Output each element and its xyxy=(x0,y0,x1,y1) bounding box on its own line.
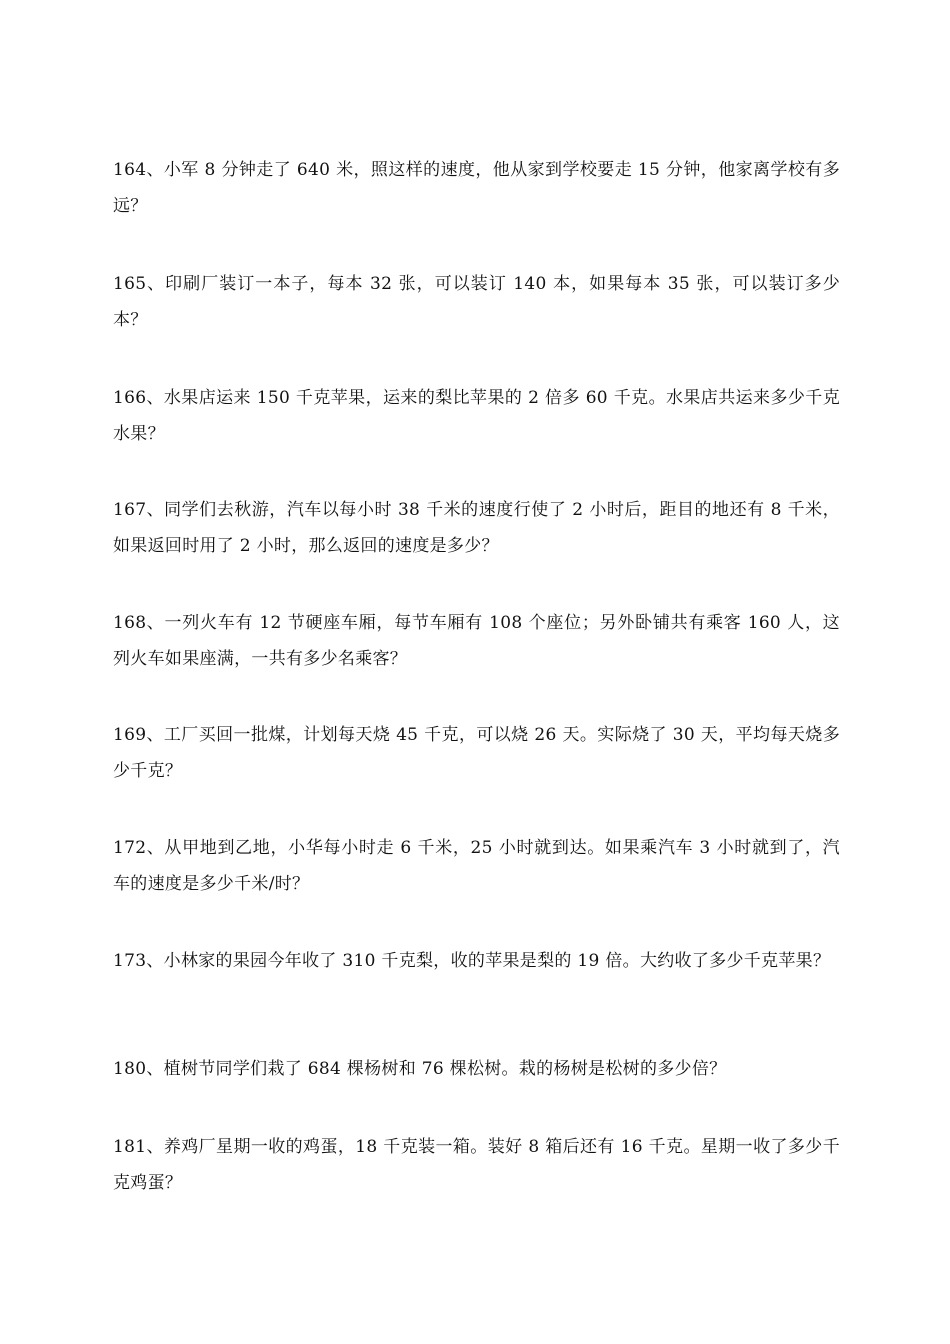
problem-167: 167、同学们去秋游，汽车以每小时 38 千米的速度行使了 2 小时后，距目的地还有 8 千米，如果返回时用了 2 小时，那么返回的速度是多少？ xyxy=(113,500,840,556)
problem-165: 165、印刷厂装订一本子，每本 32 张，可以装订 140 本，如果每本 35 张，可以装订多少本？ xyxy=(113,274,840,330)
problem-181: 181、养鸡厂星期一收的鸡蛋，18 千克装一箱。装好 8 箱后还有 16 千克。星期一收了多少千克鸡蛋？ xyxy=(113,1137,840,1193)
problem-180: 180、植树节同学们栽了 684 棵杨树和 76 棵松树。栽的杨树是松树的多少倍？ xyxy=(113,1059,727,1079)
problem-168: 168、一列火车有 12 节硬座车厢，每节车厢有 108 个座位；另外卧铺共有乘客 160 人，这列火车如果座满，一共有多少名乘客？ xyxy=(113,613,840,669)
problem-169: 169、工厂买回一批煤，计划每天烧 45 千克，可以烧 26 天。实际烧了 30 天，平均每天烧多少千克？ xyxy=(113,725,840,781)
problem-172: 172、从甲地到乙地，小华每小时走 6 千米，25 小时就到达。如果乘汽车 3 小时就到了，汽车的速度是多少千米/时？ xyxy=(113,838,840,894)
problem-166: 166、水果店运来 150 千克苹果，运来的梨比苹果的 2 倍多 60 千克。水果店共运来多少千克水果？ xyxy=(113,388,840,444)
problem-164: 164、小军 8 分钟走了 640 米，照这样的速度，他从家到学校要走 15 分钟，他家离学校有多远？ xyxy=(113,160,840,216)
problem-173: 173、小林家的果园今年收了 310 千克梨，收的苹果是梨的 19 倍。大约收了多少千克苹果？ xyxy=(113,951,831,971)
